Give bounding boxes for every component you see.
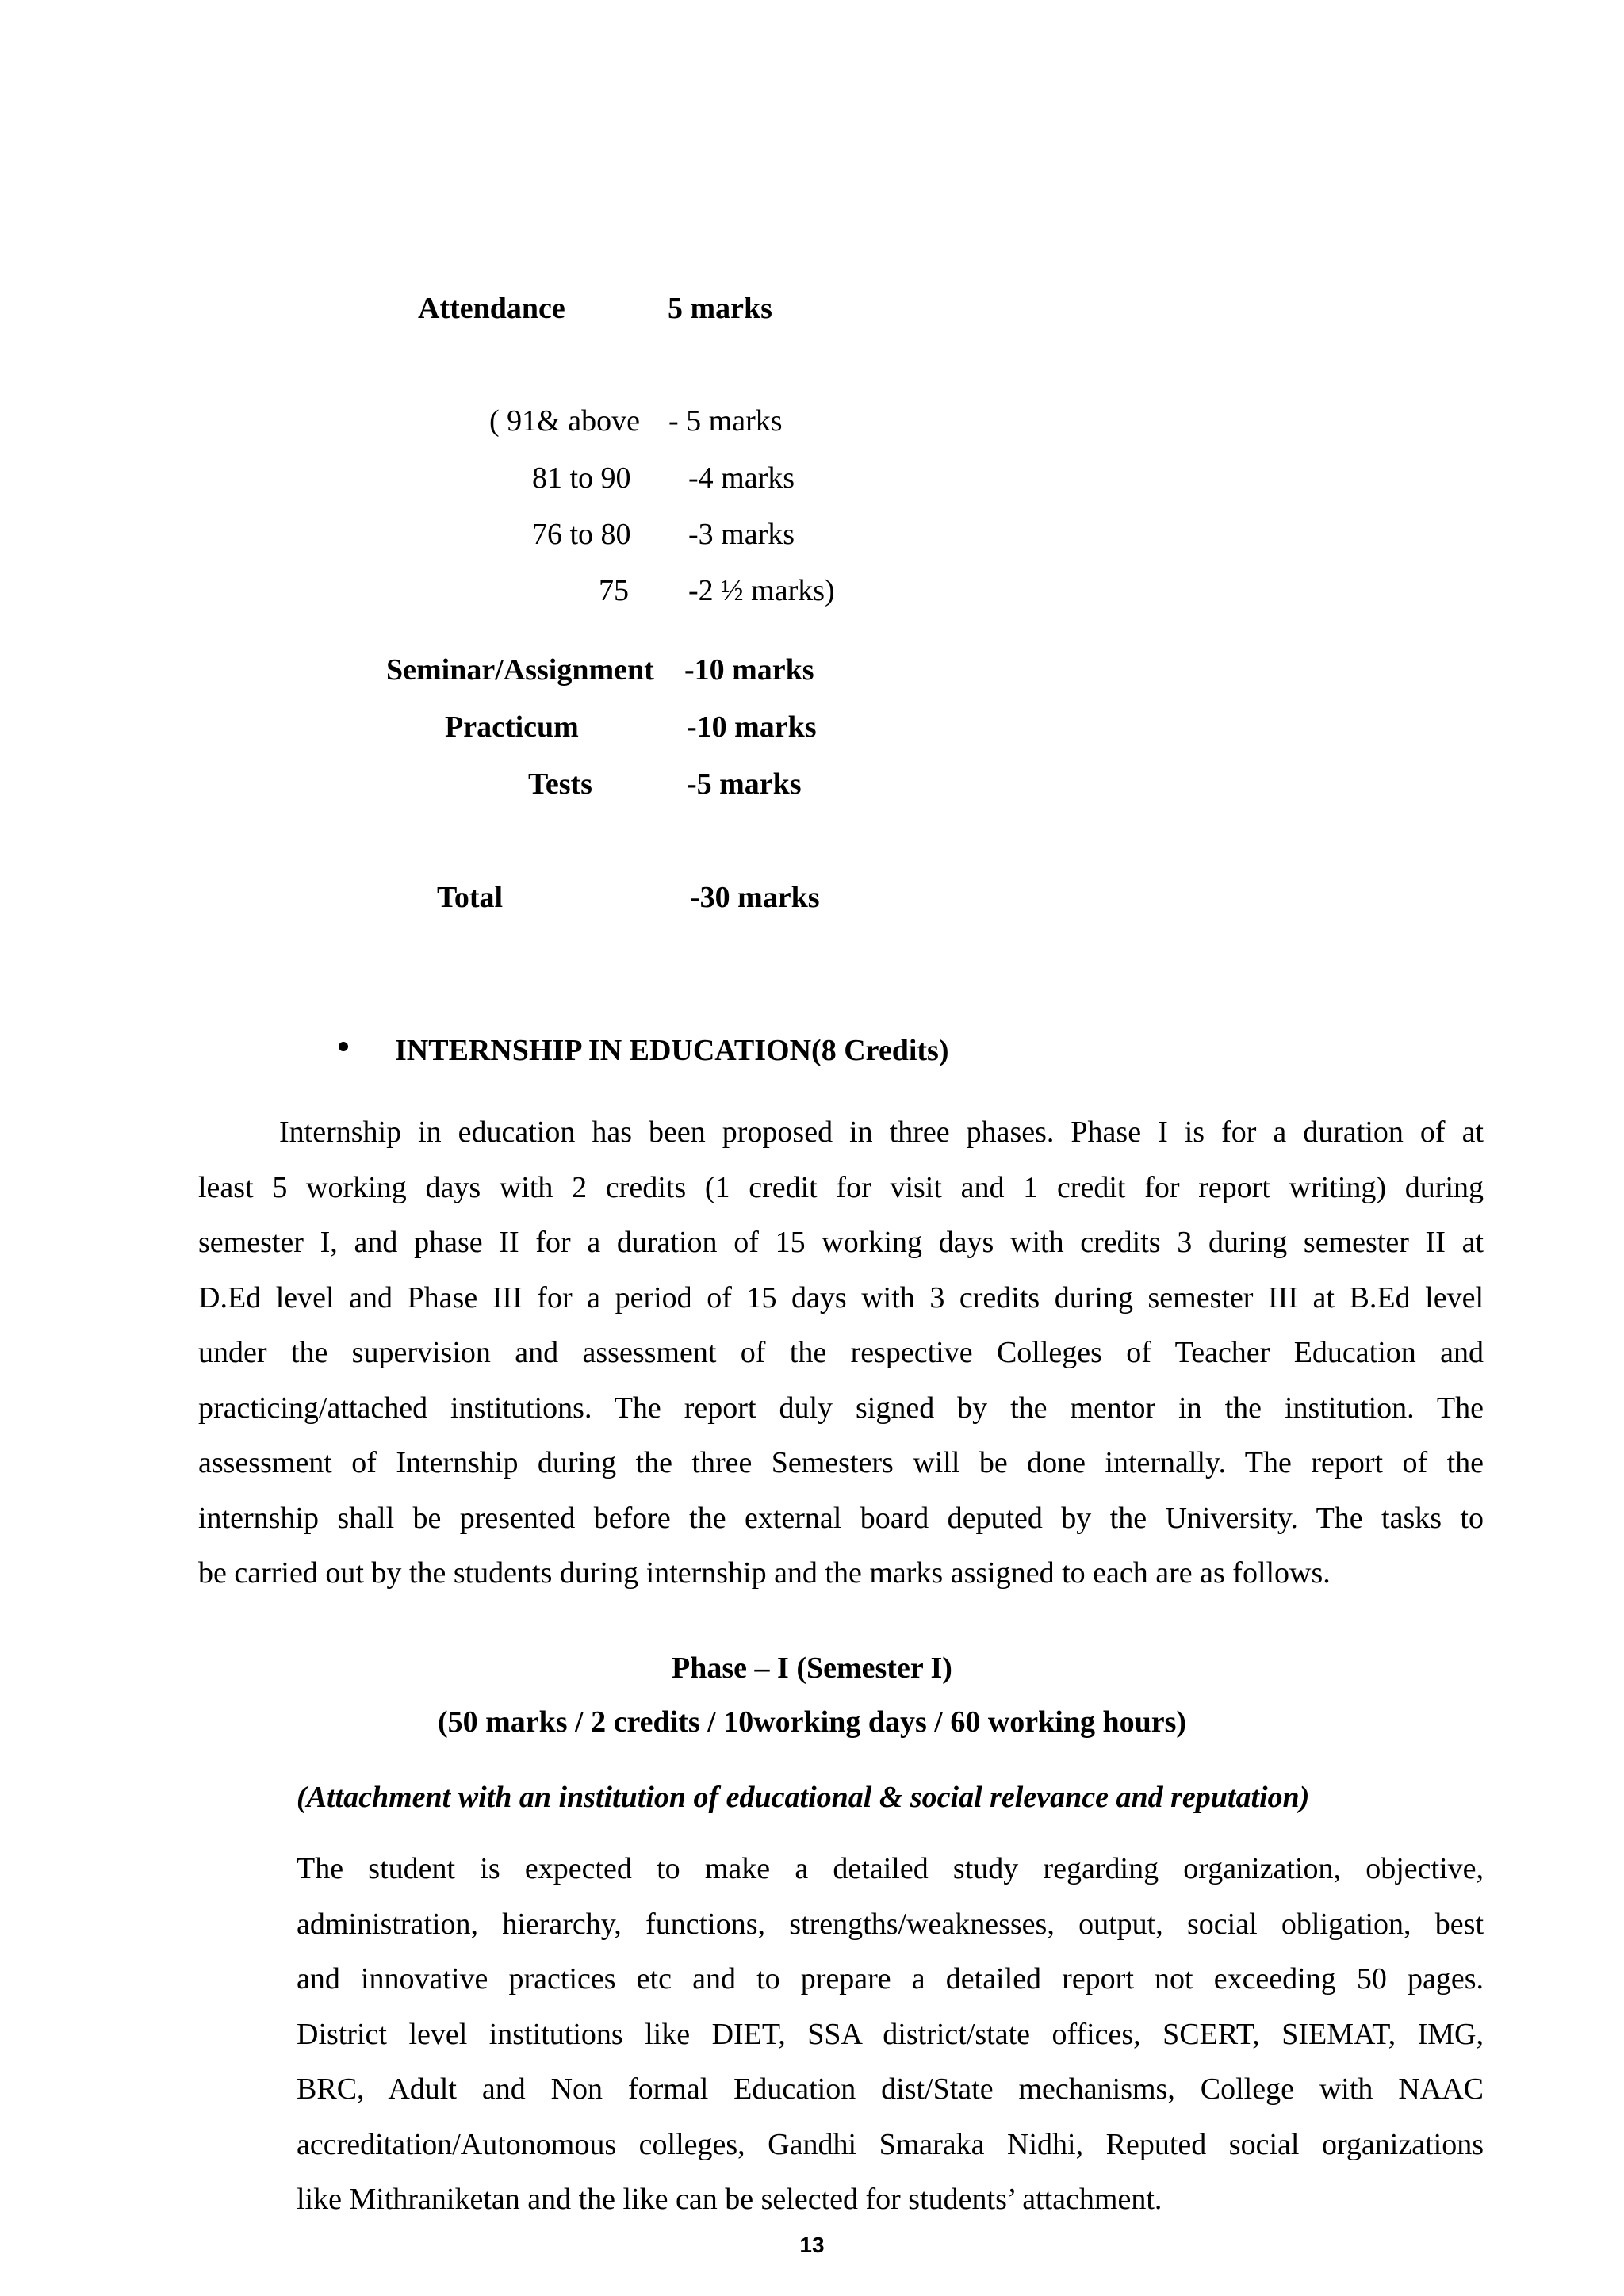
intro-paragraph <box>198 1105 1484 1601</box>
attendance-label: Attendance <box>418 292 565 325</box>
component-label: Practicum <box>445 710 579 744</box>
attendance-marks: -3 marks <box>688 518 795 551</box>
paragraph-line: least 5 working days with 2 credits (1 credit for visit and 1 credit for report writing) during <box>198 1170 1484 1204</box>
phase-paragraph <box>297 1842 1484 2228</box>
page-number: 13 <box>799 2233 825 2257</box>
attendance-range: 81 to 90 <box>532 461 631 495</box>
paragraph-line: BRC, Adult and Non formal Education dist/State mechanisms, College with NAAC <box>297 2072 1484 2106</box>
phase-subtitle: (50 marks / 2 credits / 10working days / 60 working hours) <box>437 1705 1187 1739</box>
total-marks: -30 marks <box>690 881 820 914</box>
paragraph-line: Internship in education has been proposed in three phases. Phase I is for a duration of at <box>279 1115 1484 1149</box>
paragraph-line: accreditation/Autonomous colleges, Gandhi Smaraka Nidhi, Reputed social organizations <box>297 2127 1484 2161</box>
paragraph-line: practicing/attached institutions. The report duly signed by the mentor in the institution. The <box>198 1391 1484 1425</box>
section-heading: INTERNSHIP IN EDUCATION(8 Credits) <box>395 1034 949 1067</box>
component-label: Seminar/Assignment <box>386 653 654 687</box>
attachment-note: (Attachment with an institution of educational & social relevance and reputation) <box>297 1781 1310 1814</box>
paragraph-line: The student is expected to make a detailed study regarding organization, objective, <box>297 1852 1484 1885</box>
bullet-icon <box>339 1042 348 1051</box>
attendance-range: ( 91& above <box>489 404 640 438</box>
component-label: Tests <box>528 767 592 801</box>
paragraph-line: internship shall be presented before the external board deputed by the University. The tasks to <box>198 1501 1484 1535</box>
paragraph-line: District level institutions like DIET, SSA district/state offices, SCERT, SIEMAT, IMG, <box>297 2017 1484 2051</box>
attendance-marks: -4 marks <box>688 461 795 495</box>
paragraph-line: and innovative practices etc and to prepare a detailed report not exceeding 50 pages. <box>297 1962 1484 1996</box>
attendance-range: 76 to 80 <box>532 518 631 551</box>
paragraph-line: semester I, and phase II for a duration of 15 working days with credits 3 during semester II at <box>198 1226 1484 1259</box>
component-marks: -10 marks <box>687 710 817 744</box>
phase-title: Phase – I (Semester I) <box>672 1651 952 1685</box>
component-marks: -10 marks <box>684 653 814 687</box>
attendance-marks: - 5 marks <box>668 404 783 438</box>
attendance-value: 5 marks <box>668 292 772 325</box>
component-marks: -5 marks <box>687 767 802 801</box>
paragraph-line: like Mithraniketan and the like can be selected for students’ attachment. <box>297 2183 1162 2216</box>
paragraph-line: assessment of Internship during the three Semesters will be done internally. The report of the <box>198 1446 1484 1479</box>
paragraph-line: under the supervision and assessment of the respective Colleges of Teacher Education and <box>198 1336 1484 1369</box>
attendance-range: 75 <box>599 574 629 607</box>
attendance-marks: -2 ½ marks) <box>688 574 835 607</box>
paragraph-line: administration, hierarchy, functions, strengths/weaknesses, output, social obligation, best <box>297 1907 1484 1941</box>
paragraph-line: be carried out by the students during internship and the marks assigned to each are as follows. <box>198 1556 1331 1590</box>
paragraph-line: D.Ed level and Phase III for a period of 15 days with 3 credits during semester III at B.Ed level <box>198 1280 1484 1314</box>
total-label: Total <box>437 881 504 914</box>
